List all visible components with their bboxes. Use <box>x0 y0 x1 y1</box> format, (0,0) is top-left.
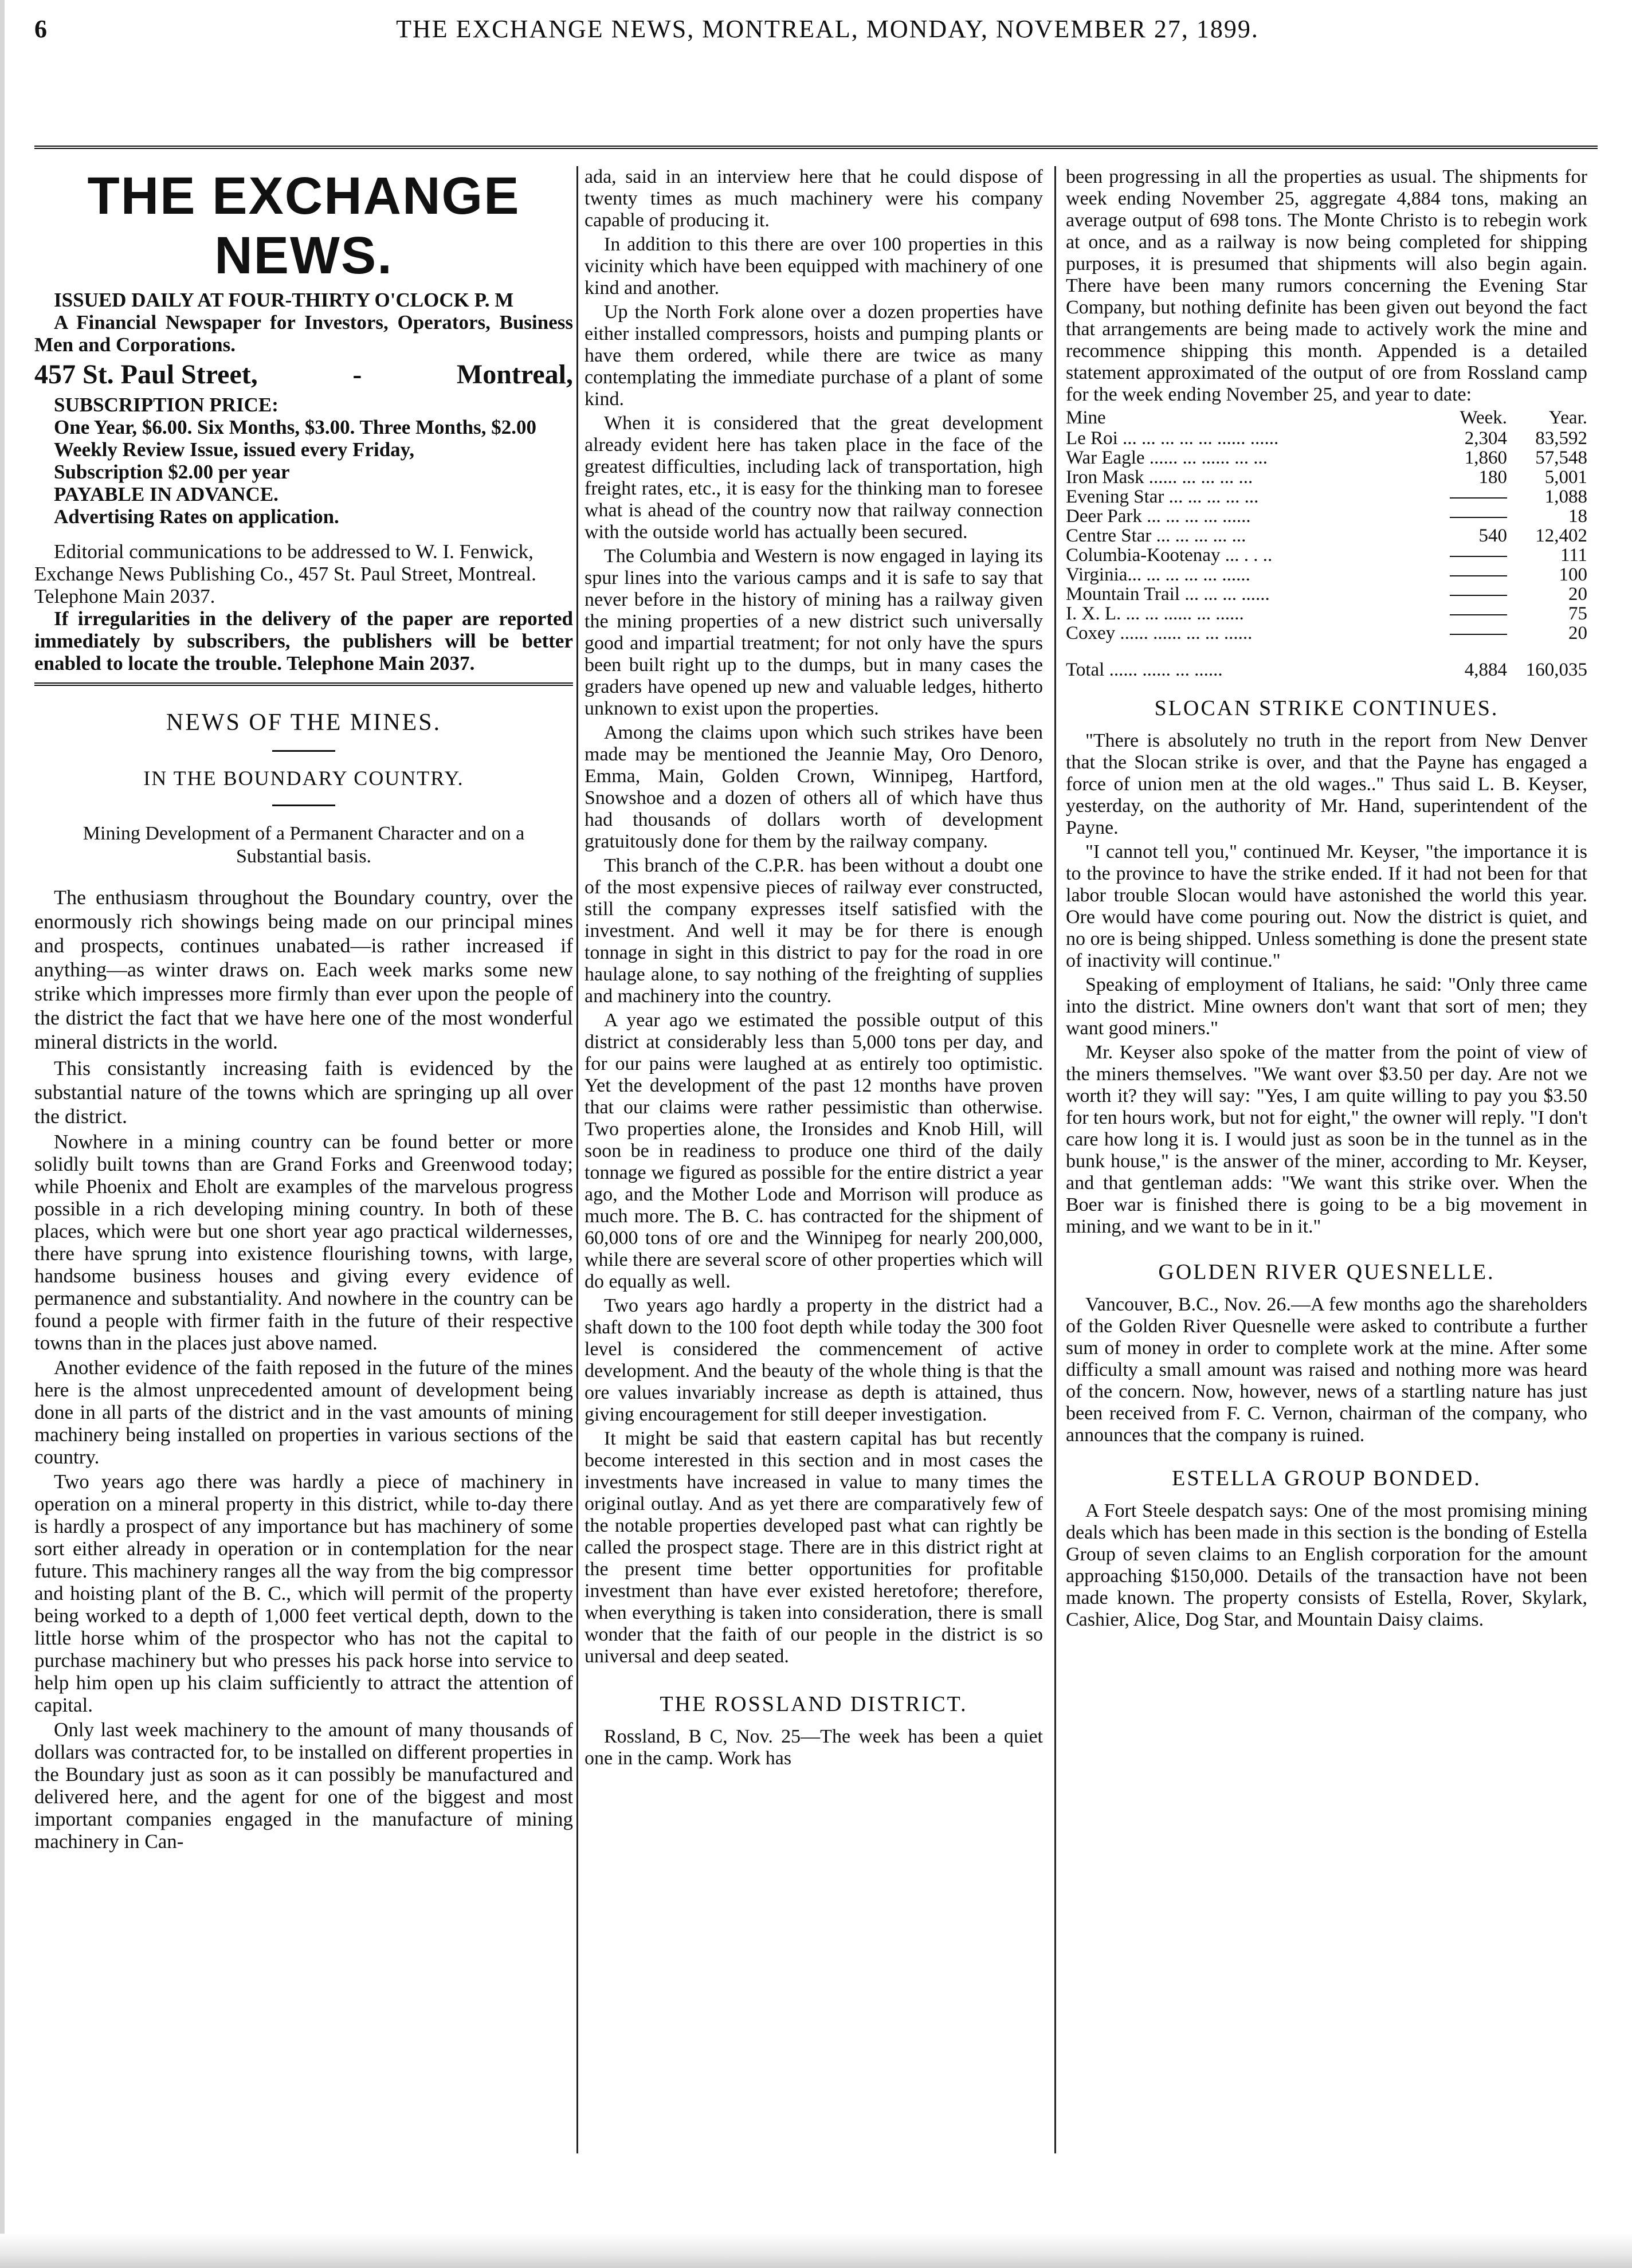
article-paragraph: A Fort Steele despatch says: One of the most promising mining deals which has been made in this section is the bonding of Estella Group of seven claims to an English corporation for the amount approaching $150,000. Details of the transaction have not been made known. The property consists of Estella, Rover, Skylark, Cashier, Alice, Dog Star, and Mountain Daisy claims. <box>1066 1500 1587 1630</box>
section-heading: NEWS OF THE MINES. <box>166 709 442 736</box>
editorial-address: Editorial communications to be addressed to W. I. Fenwick, Exchange News Publishing Co., 457 St. Paul Street, Montreal. Telephone Main 2037. <box>34 540 536 607</box>
no-shipment-dash <box>1450 595 1507 596</box>
heading-rule <box>272 750 335 752</box>
address-separator: - <box>352 359 362 390</box>
cell-week <box>1427 623 1507 643</box>
cell-week <box>1427 565 1507 584</box>
article-paragraph: been progressing in all the properties as usual. The shipments for week ending November 25, aggregate 4,884 tons, making an average output of 698 tons. The Monte Christo is to rebegin work at once, and as a railway is now being completed for shipping purposes, it is presumed that shipments will also begin again. There have been many rumors concerning the Evening Star Company, but nothing definite has been given out beyond the fact that arrangements are being made to actively work the mine and recommence shipping this month. Appended is a detailed statement approximated of the output of ore from Rossland camp for the week ending November 25, and year to date: <box>1066 166 1587 405</box>
masthead <box>34 166 573 674</box>
column-1 <box>34 166 573 2153</box>
total-year: 160,035 <box>1525 660 1587 680</box>
cell-year: 12,402 <box>1535 525 1587 546</box>
delivery-notice: If irregularities in the delivery of the paper are reported immediately by subscribers, the publishers will be better enabled to locate the trouble. Telephone Main 2037. <box>34 607 573 674</box>
column-rule <box>576 166 578 2153</box>
boundary-article-body <box>34 885 573 1128</box>
cell-year: 20 <box>1568 623 1587 643</box>
article-heading-slocan: SLOCAN STRIKE CONTINUES. <box>1154 696 1499 720</box>
cell-week <box>1427 507 1507 526</box>
cell-week <box>1427 546 1507 565</box>
article-paragraph: Another evidence of the faith reposed in the future of the mines here is the almost unprecedented amount of development being done in all parts of the district and in the vast amounts of mining machinery being installed on properties in various sections of the country. <box>34 1356 573 1468</box>
article-heading-boundary: IN THE BOUNDARY COUNTRY. <box>143 767 464 790</box>
header-week: Week. <box>1460 407 1507 428</box>
article-paragraph: Among the claims upon which such strikes have been made may be mentioned the Jeannie May, Oro Denoro, Emma, Main, Golden Crown, Winnipeg, Hartford, Snowshoe and a dozen of others all of which have thus had thousands of dollars worth of development gratuitously done for them by the railway company. <box>584 722 1043 852</box>
article-deck: Mining Development of a Permanent Character and on a Substantial basis. <box>83 823 525 867</box>
article-paragraph: Speaking of employment of Italians, he said: "Only three came into the district. Mine owners don't want that sort of men; they want good miners." <box>1066 974 1587 1039</box>
payable-notice: PAYABLE IN ADVANCE. <box>54 483 278 505</box>
table-row <box>1066 429 1587 448</box>
cell-week <box>1427 604 1507 623</box>
advertising-notice: Advertising Rates on application. <box>54 505 339 528</box>
cell-mine: Evening Star ... ... ... ... ... <box>1066 486 1259 507</box>
cell-year: 1,088 <box>1544 486 1587 507</box>
no-shipment-dash <box>1450 556 1507 557</box>
subscription-heading: SUBSCRIPTION PRICE: <box>54 394 278 416</box>
cell-year: 5,001 <box>1544 467 1587 488</box>
masthead-address <box>34 358 573 391</box>
cell-mine: Le Roi ... ... ... ... ... ...... ...... <box>1066 428 1279 449</box>
table-row <box>1066 546 1587 565</box>
table-total-row <box>1066 643 1587 680</box>
table-row <box>1066 584 1587 604</box>
article-paragraph: The enthusiasm throughout the Boundary country, over the enormously rich showings being made on our principal mines and prospects, continues unabated—is rather increased if anything—as winter draws on. Each week marks some new strike which impresses more firmly than ever upon the people of the district the fact that we have here one of the most wonderful mineral districts in the world. <box>34 886 573 1053</box>
subscription-rates: One Year, $6.00. Six Months, $3.00. Three Months, $2.00 <box>54 416 536 438</box>
cell-year: 57,548 <box>1535 448 1587 468</box>
article-paragraph: This branch of the C.P.R. has been without a doubt one of the most expensive pieces of railway ever constructed, still the company expresses itself satisfied with the investment. And well it may be for there is enough tonnage in sight in this district to pay for the road in ore haulage alone, to say nothing of the freighting of supplies and machinery into the country. <box>584 855 1043 1007</box>
article-paragraph: "I cannot tell you," continued Mr. Keyser, "the importance it is to the province to have the strike ended. If it had not been for that labor trouble Slocan would have astonished the world this year. Ore would have come pouring out. Now the district is quiet, and no ore is being shipped. Unless something is done the present state of inactivity will continue." <box>1066 841 1587 971</box>
cell-week: 1,860 <box>1464 448 1507 468</box>
table-row <box>1066 468 1587 487</box>
column-3 <box>1066 166 1587 2153</box>
masthead-rule <box>34 682 573 686</box>
column-rule <box>1054 166 1056 2153</box>
cell-year: 83,592 <box>1535 428 1587 449</box>
header-mine: Mine <box>1066 407 1106 428</box>
article-paragraph: "There is absolutely no truth in the report from New Denver that the Slocan strike is over, and that the Payne has engaged a force of union men at the old wages.." Thus said L. B. Keyser, yesterday, on the authority of Mr. Hand, superintendent of the Payne. <box>1066 730 1587 838</box>
cell-mine: Mountain Trail ... ... ... ...... <box>1066 584 1270 605</box>
scan-bottom-edge <box>0 2234 1632 2268</box>
cell-week <box>1427 584 1507 604</box>
article-paragraph: Two years ago there was hardly a piece of machinery in operation on a mineral property in this district, while to-day there is hardly a prospect of any importance but has machinery of some sort either already in operation or in contemplation for the near future. This machinery ranges all the way from the big compressor and hoisting plant of the B. C., which will permit of the property being worked to a depth of 1,000 feet vertical depth, down to the little horse whim of the prospector who has not the capital to purchase machinery but who presses his pack horse into service to help him open up his claim sufficiently to attract the attention of capital. <box>34 1470 573 1716</box>
article-paragraph: Up the North Fork alone over a dozen properties have either installed compressors, hoists and pumping plants or have them ordered, while there are twice as many contemplating the immediate purchase of a plant of some kind. <box>584 301 1043 410</box>
article-paragraph: This consistantly increasing faith is evidenced by the substantial nature of the towns which are springing up all over the district. <box>34 1057 573 1128</box>
article-heading-golden-river: GOLDEN RIVER QUESNELLE. <box>1158 1260 1495 1284</box>
cell-year: 75 <box>1568 603 1587 624</box>
masthead-title: THE EXCHANGE NEWS. <box>87 167 520 285</box>
article-paragraph: Only last week machinery to the amount of many thousands of dollars was contracted for, to be installed on different properties in the Boundary just as soon as it can possibly be manufactured and delivered here, and the agent for one of the biggest and most important companies engaged in the manufacture of mining machinery in Can- <box>34 1718 573 1853</box>
cell-week: 540 <box>1478 525 1507 546</box>
cell-mine: Coxey ...... ...... ... ... ...... <box>1066 623 1253 643</box>
cell-year: 111 <box>1560 545 1587 566</box>
cell-mine: War Eagle ...... ... ...... ... ... <box>1066 448 1268 468</box>
shipments-table <box>1066 408 1587 680</box>
header-year: Year. <box>1548 407 1587 428</box>
column-2 <box>584 166 1043 2153</box>
cell-week: 2,304 <box>1464 428 1507 449</box>
address-street: 457 St. Paul Street, <box>34 359 258 390</box>
cell-week <box>1427 487 1507 507</box>
article-paragraph: It might be said that eastern capital has but recently become interested in this section and in most cases the investments have increased in value to many times the original outlay. And as yet there are comparatively few of the notable properties developed past what can rightly be called the prospect stage. There are in this district right at the present time better opportunities for profitable investment than have ever existed heretofore; therefore, when everything is taken into consideration, there is small wonder that the faith of our people in the district is so universal and deep seated. <box>584 1428 1043 1667</box>
table-body <box>1066 429 1587 643</box>
table-row <box>1066 623 1587 643</box>
header-rule <box>34 146 1598 149</box>
article-paragraph: The Columbia and Western is now engaged in laying its spur lines into the various camps and it is safe to say that never before in the history of mining has a railway given the mining properties of a new district such universally good and impartial treatment; for not only have the spurs been built right up to the dumps, but in many cases the graders have opened up new and valuable ledges, hitherto unknown to exist upon the properties. <box>584 546 1043 719</box>
running-title: THE EXCHANGE NEWS, MONTREAL, MONDAY, NOVEMBER 27, 1899. <box>396 14 1259 43</box>
article-paragraph: A year ago we estimated the possible output of this district at considerably less than 5,000 tons per day, and for our pains were laughed at as entirely too optimistic. Yet the development of the past 12 months have proven that our claims were rather pessimistic than otherwise. Two properties alone, the Ironsides and Knob Hill, will soon be in readiness to produce one third of the daily tonnage we figured as possible for the entire district a year ago, and the Mother Lode and Morrison will produce as much more. The B. C. has contracted for the shipment of 60,000 tons of ore and the Winnipeg for nearly 200,000, while there are several score of other properties which will do equally as well. <box>584 1010 1043 1292</box>
article-paragraph: Vancouver, B.C., Nov. 26.—A few months ago the shareholders of the Golden River Quesnelle were asked to contribute a further sum of money in order to complete work at the mine. After some difficulty a small amount was raised and nothing more was heard of the concern. Now, however, news of a startling nature has just been received from F. C. Vernon, chairman of the company, who announces that the company is ruined. <box>1066 1294 1587 1446</box>
cell-mine: Centre Star ... ... ... ... ... <box>1066 525 1246 546</box>
article-heading-rossland: THE ROSSLAND DISTRICT. <box>660 1692 968 1716</box>
no-shipment-dash <box>1450 614 1507 615</box>
page-number: 6 <box>34 14 48 43</box>
article-paragraph: When it is considered that the great development already evident here has taken place in the face of the greatest difficulties, including lack of transportation, high freight rates, etc., it is easy for the thinking man to foresee what is ahead of the country now that railway connection with the outside world has actually been secured. <box>584 413 1043 543</box>
table-row <box>1066 448 1587 468</box>
weekly-issue: Weekly Review Issue, issued every Friday, <box>54 438 414 461</box>
no-shipment-dash <box>1450 497 1507 499</box>
cell-mine: Columbia-Kootenay ... . . .. <box>1066 545 1273 566</box>
table-row <box>1066 487 1587 507</box>
table-row <box>1066 565 1587 584</box>
table-row <box>1066 526 1587 546</box>
cell-year: 20 <box>1568 584 1587 605</box>
cell-mine: Virginia... ... ... ... ... ...... <box>1066 564 1250 585</box>
article-paragraph: Two years ago hardly a property in the district had a shaft down to the 100 foot depth while today the 300 foot level is considered the commencement of active development. And the beauty of the whole thing is that the ore values invariably increase as depth is attained, thus giving encouragement for still deeper investigation. <box>584 1295 1043 1425</box>
article-paragraph: In addition to this there are over 100 properties in this vicinity which have been equipped with machinery of one kind and another. <box>584 234 1043 299</box>
masthead-issued: ISSUED DAILY AT FOUR-THIRTY O'CLOCK P. M <box>54 289 514 311</box>
total-label: Total ...... ...... ... ...... <box>1066 660 1223 680</box>
running-head <box>34 11 1598 46</box>
address-city: Montreal, <box>456 359 573 390</box>
table-row <box>1066 604 1587 623</box>
weekly-rate: Subscription $2.00 per year <box>54 461 290 483</box>
cell-mine: Iron Mask ...... ... ... ... ... <box>1066 467 1253 488</box>
article-paragraph: Mr. Keyser also spoke of the matter from the point of view of the miners themselves. "We want over $3.50 per day. Are not we worth it? they will say: "Yes, I am quite willing to pay you $3.50 for ten hours work, but not for eight," the owner will reply. "I don't care how long it is. I would just as soon be in the tunnel as in the bunk house," is the answer of the miner, according to Mr. Keyser, and that gentleman adds: "We want this strike over. When the Boer war is finished there is going to be a big movement in mining, and we want to be in it." <box>1066 1042 1587 1237</box>
cell-year: 18 <box>1568 506 1587 527</box>
article-heading-estella: ESTELLA GROUP BONDED. <box>1172 1466 1481 1490</box>
masthead-descriptor: A Financial Newspaper for Investors, Operators, Business Men and Corporations. <box>34 311 573 356</box>
no-shipment-dash <box>1450 575 1507 576</box>
no-shipment-dash <box>1450 517 1507 518</box>
cell-week: 180 <box>1478 467 1507 488</box>
article-paragraph: Rossland, B C, Nov. 25—The week has been a quiet one in the camp. Work has <box>584 1726 1043 1769</box>
total-week: 4,884 <box>1464 660 1507 680</box>
table-row <box>1066 507 1587 526</box>
subhead-rule <box>272 805 335 806</box>
cell-mine: Deer Park ... ... ... ... ...... <box>1066 506 1251 527</box>
article-paragraph: ada, said in an interview here that he could dispose of twenty times as much machinery were his company capable of producing it. <box>584 166 1043 231</box>
table-header-row <box>1066 408 1587 429</box>
cell-mine: I. X. L. ... ... ...... ... ...... <box>1066 603 1244 624</box>
scan-edge <box>0 0 5 2268</box>
cell-year: 100 <box>1559 564 1587 585</box>
no-shipment-dash <box>1450 634 1507 635</box>
article-paragraph: Nowhere in a mining country can be found better or more solidly built towns than are Grand Forks and Greenwood today; while Phoenix and Eholt are examples of the marvelous progress possible in a rich developing mining country. In both of these places, which were but one short year ago practical wildernesses, there have sprung into existence flourishing towns, with large, handsome business houses and giving every evidence of permanence and substantiality. And nowhere in the country can be found a people with firmer faith in the future of their respective towns than in the places just above named. <box>34 1131 573 1354</box>
